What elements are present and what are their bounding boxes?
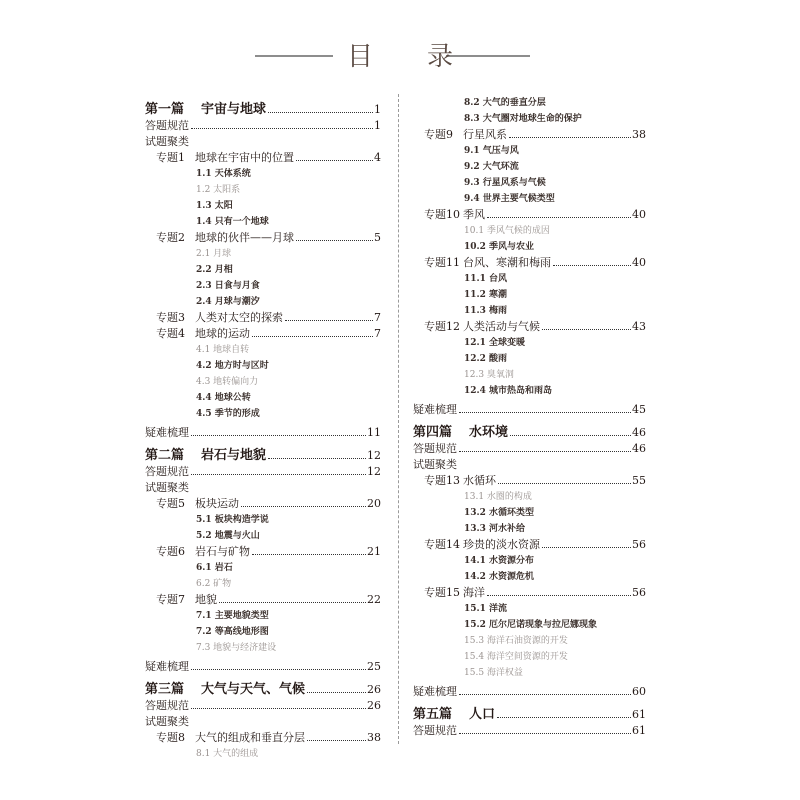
toc-entry-sub[interactable] xyxy=(145,745,381,761)
entry-title: 板块运动 xyxy=(195,497,239,510)
toc-entry-sub[interactable] xyxy=(413,552,646,568)
toc-entry-sub[interactable] xyxy=(145,357,381,373)
dot-leader xyxy=(191,435,366,436)
toc-entry-sub[interactable] xyxy=(145,405,381,421)
dot-leader xyxy=(509,137,631,138)
entry-title: 8.3 大气圈对地球生命的保护 xyxy=(464,114,582,124)
page-number: 61 xyxy=(632,724,646,737)
entry-title: 6.2 矿物 xyxy=(196,579,232,589)
toc-entry-sub[interactable] xyxy=(413,174,646,190)
toc-entry-sub[interactable] xyxy=(413,520,646,536)
toc-entry-sub[interactable] xyxy=(413,664,646,680)
toc-entry-topic[interactable] xyxy=(413,254,646,270)
toc-entry-sub[interactable] xyxy=(145,181,381,197)
toc-entry-sub[interactable] xyxy=(413,158,646,174)
entry-title: 岩石与矿物 xyxy=(195,545,250,558)
toc-entry-sub[interactable] xyxy=(145,527,381,543)
page-number: 43 xyxy=(632,320,646,333)
toc-entry-sub[interactable] xyxy=(413,334,646,350)
toc-entry-sub[interactable] xyxy=(145,575,381,591)
entry-title: 水循环 xyxy=(463,474,496,487)
entry-title: 11.1 台风 xyxy=(464,274,508,284)
entry-title: 2.1 月球 xyxy=(196,249,232,259)
toc-entry-sub[interactable] xyxy=(413,568,646,584)
toc-entry-sub[interactable] xyxy=(145,607,381,623)
entry-title: 15.2 厄尔尼诺现象与拉尼娜现象 xyxy=(464,620,598,630)
entry-title: 试题聚类 xyxy=(145,481,189,494)
entry-title: 5.1 板块构造学说 xyxy=(196,515,269,525)
toc-entry-topic[interactable] xyxy=(145,229,381,245)
entry-title: 人类对太空的探索 xyxy=(195,311,283,324)
toc-entry-sub[interactable] xyxy=(145,623,381,639)
entry-title: 地球的运动 xyxy=(195,327,250,340)
toc-entry-sub[interactable] xyxy=(145,245,381,261)
dot-leader xyxy=(542,547,631,548)
toc-entry-sub[interactable] xyxy=(145,293,381,309)
dot-leader xyxy=(542,329,631,330)
toc-entry-topic[interactable] xyxy=(413,536,646,552)
dot-leader xyxy=(307,692,366,693)
toc-entry-topic[interactable] xyxy=(145,309,381,325)
entry-title: 13.3 河水补给 xyxy=(464,524,526,534)
entry-title: 试题聚类 xyxy=(145,135,189,148)
toc-entry-sub[interactable] xyxy=(413,286,646,302)
toc-entry-topic[interactable] xyxy=(145,149,381,165)
dot-leader xyxy=(487,595,631,596)
entry-title: 1.3 太阳 xyxy=(196,201,233,211)
toc-entry-sub[interactable] xyxy=(413,94,646,110)
toc-entry-plain[interactable] xyxy=(145,697,381,713)
entry-title: 1.1 天体系统 xyxy=(196,169,251,179)
toc-entry-sub[interactable] xyxy=(413,238,646,254)
entry-title: 海洋 xyxy=(463,586,485,599)
entry-title: 12.3 臭氧洞 xyxy=(464,370,514,380)
page-number: 22 xyxy=(367,593,381,606)
toc-entry-sub[interactable] xyxy=(413,504,646,520)
toc-entry-topic[interactable] xyxy=(413,584,646,600)
entry-title: 6.1 岩石 xyxy=(196,563,233,573)
toc-entry-sub[interactable] xyxy=(145,511,381,527)
entry-title: 1.4 只有一个地球 xyxy=(196,217,269,227)
entry-label: 第一篇 xyxy=(145,102,185,117)
entry-title: 7.2 等高线地形图 xyxy=(196,627,269,637)
toc-entry-review[interactable] xyxy=(145,658,381,674)
toc-entry-sub[interactable] xyxy=(145,277,381,293)
entry-title: 10.2 季风与农业 xyxy=(464,242,535,252)
entry-title: 疑难梳理 xyxy=(145,660,189,673)
entry-title: 12.2 酸雨 xyxy=(464,354,508,364)
toc-entry-sub[interactable] xyxy=(413,142,646,158)
entry-title: 1.2 太阳系 xyxy=(196,185,241,195)
page-number: 56 xyxy=(632,538,646,551)
entry-title: 4.2 地方时与区时 xyxy=(196,361,269,371)
entry-label: 专题13 xyxy=(424,474,460,487)
toc-entry-sub[interactable] xyxy=(413,366,646,382)
dot-leader xyxy=(191,669,366,670)
toc-entry-plain[interactable] xyxy=(145,463,381,479)
page-number: 1 xyxy=(374,119,381,132)
dot-leader xyxy=(296,160,373,161)
entry-label: 第五篇 xyxy=(413,707,453,722)
entry-title: 12.4 城市热岛和雨岛 xyxy=(464,386,553,396)
page-number: 11 xyxy=(367,426,381,439)
entry-title: 地球在宇宙中的位置 xyxy=(195,151,294,164)
toc-entry-plain[interactable] xyxy=(413,722,646,738)
entry-title: 4.3 地转偏向力 xyxy=(196,377,259,387)
entry-title: 8.2 大气的垂直分层 xyxy=(464,98,546,108)
entry-title: 13.1 水圈的构成 xyxy=(464,492,532,502)
entry-label: 专题9 xyxy=(424,128,453,141)
dot-leader xyxy=(191,474,366,475)
toc-entry-part[interactable] xyxy=(413,420,646,440)
entry-title: 答题规范 xyxy=(413,442,457,455)
entry-title: 地球的伙伴——月球 xyxy=(195,231,294,244)
toc-entry-sub[interactable] xyxy=(413,616,646,632)
entry-title: 4.5 季节的形成 xyxy=(196,409,260,419)
entry-label: 专题10 xyxy=(424,208,460,221)
toc-entry-sub[interactable] xyxy=(413,600,646,616)
dot-leader xyxy=(268,458,366,459)
toc-entry-sub[interactable] xyxy=(145,165,381,181)
entry-title: 2.2 月相 xyxy=(196,265,233,275)
entry-title: 疑难梳理 xyxy=(413,403,457,416)
dot-leader xyxy=(241,506,366,507)
toc-entry-plain[interactable] xyxy=(413,440,646,456)
toc-entry-sub[interactable] xyxy=(413,648,646,664)
page-number: 4 xyxy=(374,151,381,164)
page-number: 60 xyxy=(632,685,646,698)
toc-entry-sub[interactable] xyxy=(145,341,381,357)
toc-entry-topic[interactable] xyxy=(413,206,646,222)
toc-column-left xyxy=(145,94,381,761)
entry-title: 宇宙与地球 xyxy=(201,102,267,117)
toc-entry-heading xyxy=(413,456,646,472)
entry-label: 专题12 xyxy=(424,320,460,333)
entry-title: 2.4 月球与潮汐 xyxy=(196,297,260,307)
page-number: 26 xyxy=(367,683,381,696)
toc-entry-sub[interactable] xyxy=(145,373,381,389)
toc-entry-heading xyxy=(145,713,381,729)
entry-label: 专题5 xyxy=(156,497,185,510)
toc-entry-topic[interactable] xyxy=(413,318,646,334)
toc-entry-topic[interactable] xyxy=(145,591,381,607)
entry-label: 第四篇 xyxy=(413,425,453,440)
toc-entry-topic[interactable] xyxy=(145,543,381,559)
toc-entry-plain[interactable] xyxy=(145,117,381,133)
toc-entry-topic[interactable] xyxy=(413,126,646,142)
toc-entry-sub[interactable] xyxy=(145,261,381,277)
entry-title: 9.1 气压与风 xyxy=(464,146,519,156)
entry-title: 岩石与地貌 xyxy=(201,448,267,463)
entry-title: 答题规范 xyxy=(145,119,189,132)
page-number: 12 xyxy=(367,465,381,478)
page-number: 25 xyxy=(367,660,381,673)
toc-entry-part[interactable] xyxy=(145,97,381,117)
entry-label: 专题4 xyxy=(156,327,185,340)
dot-leader xyxy=(487,217,631,218)
page-number: 7 xyxy=(374,311,381,324)
entry-title: 试题聚类 xyxy=(145,715,189,728)
entry-title: 9.2 大气环流 xyxy=(464,162,519,172)
entry-label: 专题15 xyxy=(424,586,460,599)
toc-entry-sub[interactable] xyxy=(145,639,381,655)
entry-title: 人类活动与气候 xyxy=(463,320,540,333)
entry-title: 季风 xyxy=(463,208,485,221)
toc-entry-sub[interactable] xyxy=(145,389,381,405)
entry-label: 专题14 xyxy=(424,538,460,551)
page-number: 26 xyxy=(367,699,381,712)
page-number: 12 xyxy=(367,449,381,462)
entry-title: 水环境 xyxy=(469,425,509,440)
entry-title: 9.4 世界主要气候类型 xyxy=(464,194,555,204)
dot-leader xyxy=(459,451,631,452)
entry-title: 11.2 寒潮 xyxy=(464,290,508,300)
toc-entry-sub[interactable] xyxy=(413,110,646,126)
entry-title: 答题规范 xyxy=(413,724,457,737)
page-number: 40 xyxy=(632,208,646,221)
entry-title: 11.3 梅雨 xyxy=(464,306,508,316)
toc-column-right xyxy=(413,94,646,738)
entry-title: 14.1 水资源分布 xyxy=(464,556,535,566)
toc-entry-sub[interactable] xyxy=(413,190,646,206)
entry-title: 珍贵的淡水资源 xyxy=(463,538,540,551)
page-number: 20 xyxy=(367,497,381,510)
entry-title: 12.1 全球变暖 xyxy=(464,338,526,348)
dot-leader xyxy=(510,435,631,436)
entry-label: 第三篇 xyxy=(145,682,185,697)
entry-label: 专题1 xyxy=(156,151,185,164)
dot-leader xyxy=(553,265,631,266)
page-title xyxy=(0,36,800,73)
entry-title: 15.3 海洋石油资源的开发 xyxy=(464,636,568,646)
toc-entry-part[interactable] xyxy=(145,677,381,697)
entry-title: 大气与天气、气候 xyxy=(201,682,306,697)
toc-entry-sub[interactable] xyxy=(413,302,646,318)
entry-label: 专题11 xyxy=(424,256,460,269)
entry-title: 答题规范 xyxy=(145,465,189,478)
entry-label: 第二篇 xyxy=(145,448,185,463)
toc-entry-review[interactable] xyxy=(413,683,646,699)
entry-title: 15.1 洋流 xyxy=(464,604,508,614)
toc-entry-part[interactable] xyxy=(413,702,646,722)
page-number: 45 xyxy=(632,403,646,416)
entry-label: 专题7 xyxy=(156,593,185,606)
toc-entry-heading xyxy=(145,479,381,495)
dot-leader xyxy=(498,483,631,484)
entry-title: 行星风系 xyxy=(463,128,507,141)
entry-title: 大气的组成和垂直分层 xyxy=(195,731,305,744)
entry-title: 疑难梳理 xyxy=(413,685,457,698)
toc-entry-topic[interactable] xyxy=(413,472,646,488)
toc-entry-topic[interactable] xyxy=(145,729,381,745)
entry-title: 2.3 日食与月食 xyxy=(196,281,260,291)
entry-title: 10.1 季风气候的成因 xyxy=(464,226,550,236)
toc-entry-sub[interactable] xyxy=(413,632,646,648)
toc-entry-topic[interactable] xyxy=(145,495,381,511)
entry-title: 地貌 xyxy=(195,593,217,606)
entry-title: 4.1 地球自转 xyxy=(196,345,250,355)
dot-leader xyxy=(459,694,631,695)
page-number: 46 xyxy=(632,442,646,455)
entry-title: 15.5 海洋权益 xyxy=(464,668,523,678)
entry-title: 疑难梳理 xyxy=(145,426,189,439)
entry-title: 7.1 主要地貌类型 xyxy=(196,611,269,621)
toc-entry-sub[interactable] xyxy=(145,213,381,229)
dot-leader xyxy=(307,740,366,741)
toc-entry-sub[interactable] xyxy=(413,222,646,238)
column-divider xyxy=(398,94,399,744)
dot-leader xyxy=(285,320,373,321)
toc-entry-sub[interactable] xyxy=(413,350,646,366)
dot-leader xyxy=(191,708,366,709)
page-number: 40 xyxy=(632,256,646,269)
page-number: 55 xyxy=(632,474,646,487)
toc-entry-topic[interactable] xyxy=(145,325,381,341)
title-char-1: 目 xyxy=(346,42,373,72)
entry-title: 5.2 地震与火山 xyxy=(196,531,260,541)
dot-leader xyxy=(252,554,366,555)
page-number: 1 xyxy=(374,103,381,116)
entry-title: 13.2 水循环类型 xyxy=(464,508,535,518)
dot-leader xyxy=(268,112,373,113)
entry-label: 专题6 xyxy=(156,545,185,558)
page-number: 5 xyxy=(374,231,381,244)
dot-leader xyxy=(191,128,373,129)
dot-leader xyxy=(296,240,373,241)
entry-title: 15.4 海洋空间资源的开发 xyxy=(464,652,568,662)
toc-entry-review[interactable] xyxy=(413,401,646,417)
page-number: 21 xyxy=(367,545,381,558)
dot-leader xyxy=(219,602,366,603)
toc-entry-sub[interactable] xyxy=(413,488,646,504)
toc-entry-sub[interactable] xyxy=(145,197,381,213)
dot-leader xyxy=(497,717,631,718)
page-number: 61 xyxy=(632,708,646,721)
page-number: 38 xyxy=(632,128,646,141)
toc-entry-sub[interactable] xyxy=(413,382,646,398)
dot-leader xyxy=(252,336,373,337)
page-number: 56 xyxy=(632,586,646,599)
entry-title: 14.2 水资源危机 xyxy=(464,572,535,582)
entry-title: 试题聚类 xyxy=(413,458,457,471)
entry-label: 专题8 xyxy=(156,731,185,744)
entry-title: 7.3 地貌与经济建设 xyxy=(196,643,277,653)
page-number: 46 xyxy=(632,426,646,439)
entry-title: 台风、寒潮和梅雨 xyxy=(463,256,551,269)
entry-label: 专题2 xyxy=(156,231,185,244)
page-number: 7 xyxy=(374,327,381,340)
entry-title: 4.4 地球公转 xyxy=(196,393,251,403)
title-char-2: 录 xyxy=(426,42,453,72)
toc-entry-sub[interactable] xyxy=(413,270,646,286)
entry-title: 9.3 行星风系与气候 xyxy=(464,178,546,188)
entry-title: 人口 xyxy=(469,707,496,722)
toc-entry-sub[interactable] xyxy=(145,559,381,575)
entry-title: 答题规范 xyxy=(145,699,189,712)
dot-leader xyxy=(459,412,631,413)
toc-entry-review[interactable] xyxy=(145,424,381,440)
entry-title: 8.1 大气的组成 xyxy=(196,749,259,759)
toc-entry-part[interactable] xyxy=(145,443,381,463)
toc-entry-heading xyxy=(145,133,381,149)
entry-label: 专题3 xyxy=(156,311,185,324)
dot-leader xyxy=(459,733,631,734)
page-number: 38 xyxy=(367,731,381,744)
